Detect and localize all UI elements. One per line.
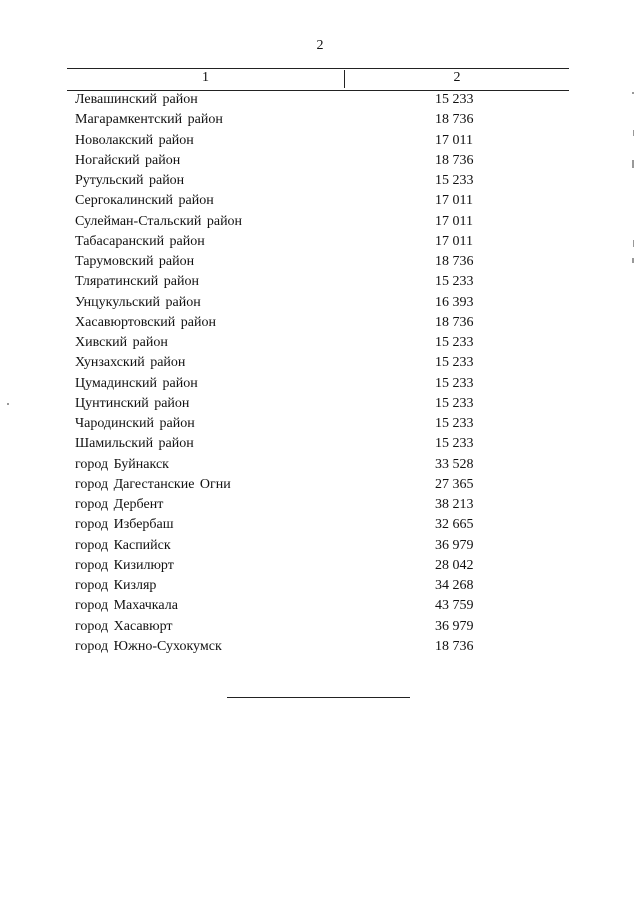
scan-mark	[632, 160, 634, 168]
district-name: Хунзахский район	[75, 355, 186, 371]
scan-mark	[633, 240, 634, 247]
table-row	[67, 617, 569, 637]
table-row	[67, 191, 569, 211]
district-name: Тарумовский район	[75, 254, 195, 269]
table-row	[67, 434, 569, 454]
district-name: город Избербаш	[75, 517, 174, 533]
page-number: 2	[316, 38, 324, 53]
scan-mark	[632, 258, 634, 263]
district-value: 17 011	[435, 233, 473, 249]
table-row	[67, 576, 569, 596]
table-row	[67, 414, 569, 434]
district-value: 18 736	[435, 152, 474, 168]
table-row	[67, 596, 569, 616]
district-value: 27 365	[435, 476, 474, 492]
table-row	[67, 515, 569, 535]
table-row	[67, 212, 569, 232]
district-name: Рутульский район	[75, 173, 185, 188]
district-name: город Буйнакск	[75, 456, 169, 472]
table-row	[67, 90, 569, 110]
table-body	[67, 90, 569, 657]
district-value: 15 233	[435, 436, 474, 452]
district-value: 28 042	[435, 557, 474, 573]
table-row	[67, 475, 569, 495]
district-name: город Кизилюрт	[75, 557, 174, 573]
district-value: 43 759	[435, 598, 474, 614]
end-divider-line	[227, 697, 410, 698]
header-column-2: 2	[453, 70, 461, 85]
district-value: 17 011	[435, 193, 473, 209]
district-value: 38 213	[435, 497, 474, 512]
district-value: 36 979	[435, 537, 474, 553]
district-name: Унцукульский район	[75, 294, 201, 310]
scan-mark	[7, 403, 9, 405]
district-name: Левашинский район	[75, 92, 198, 107]
scan-mark	[633, 130, 634, 136]
district-name: город Южно-Сухокумск	[75, 638, 222, 654]
table-row	[67, 232, 569, 252]
district-value: 15 233	[435, 274, 474, 290]
district-name: Шамильский район	[75, 436, 194, 452]
table-row	[67, 637, 569, 657]
district-name: Магарамкентский район	[75, 112, 223, 128]
table-header	[67, 68, 569, 91]
district-name: город Дагестанские Огни	[75, 476, 231, 492]
district-value: 15 233	[435, 173, 474, 188]
district-value: 18 736	[435, 112, 474, 128]
district-name: Цунтинский район	[75, 395, 190, 411]
district-name: Хасавюртовский район	[75, 314, 216, 330]
table-row	[67, 353, 569, 373]
district-name: Сергокалинский район	[75, 193, 214, 209]
district-name: Новолакский район	[75, 132, 194, 148]
table-row	[67, 556, 569, 576]
district-value: 17 011	[435, 132, 473, 148]
table-row	[67, 293, 569, 313]
table-row	[67, 151, 569, 171]
district-name: город Кизляр	[75, 578, 157, 593]
district-value: 34 268	[435, 578, 474, 593]
district-value: 17 011	[435, 213, 473, 229]
district-name: город Хасавюрт	[75, 618, 173, 634]
district-value: 32 665	[435, 517, 474, 533]
scan-mark	[632, 92, 634, 94]
district-value: 18 736	[435, 314, 474, 330]
table-row	[67, 374, 569, 394]
table-row	[67, 252, 569, 272]
district-value: 15 233	[435, 375, 474, 391]
district-name: город Каспийск	[75, 537, 171, 553]
district-value: 15 233	[435, 92, 474, 107]
district-name: Чародинский район	[75, 416, 195, 431]
table-row	[67, 455, 569, 475]
district-name: Тляратинский район	[75, 274, 199, 290]
header-column-1: 1	[67, 70, 345, 88]
district-name: город Дербент	[75, 497, 164, 512]
table-row	[67, 313, 569, 333]
district-name: Табасаранский район	[75, 233, 205, 249]
district-name: Хивский район	[75, 335, 168, 350]
district-value: 15 233	[435, 335, 474, 350]
table-row	[67, 272, 569, 292]
district-value: 18 736	[435, 638, 474, 654]
table-row	[67, 394, 569, 414]
district-value: 15 233	[435, 355, 474, 371]
data-table	[67, 68, 569, 654]
district-value: 36 979	[435, 618, 474, 634]
table-row	[67, 110, 569, 130]
table-row	[67, 131, 569, 151]
district-name: Ногайский район	[75, 152, 181, 168]
district-value: 15 233	[435, 416, 474, 431]
district-value: 15 233	[435, 395, 474, 411]
district-value: 18 736	[435, 254, 474, 269]
table-row	[67, 333, 569, 353]
table-row	[67, 495, 569, 515]
district-name: Сулейман-Стальский район	[75, 213, 243, 229]
district-value: 16 393	[435, 294, 474, 310]
district-name: город Махачкала	[75, 598, 178, 614]
district-name: Цумадинский район	[75, 375, 198, 391]
table-row	[67, 171, 569, 191]
table-row	[67, 536, 569, 556]
district-value: 33 528	[435, 456, 474, 472]
